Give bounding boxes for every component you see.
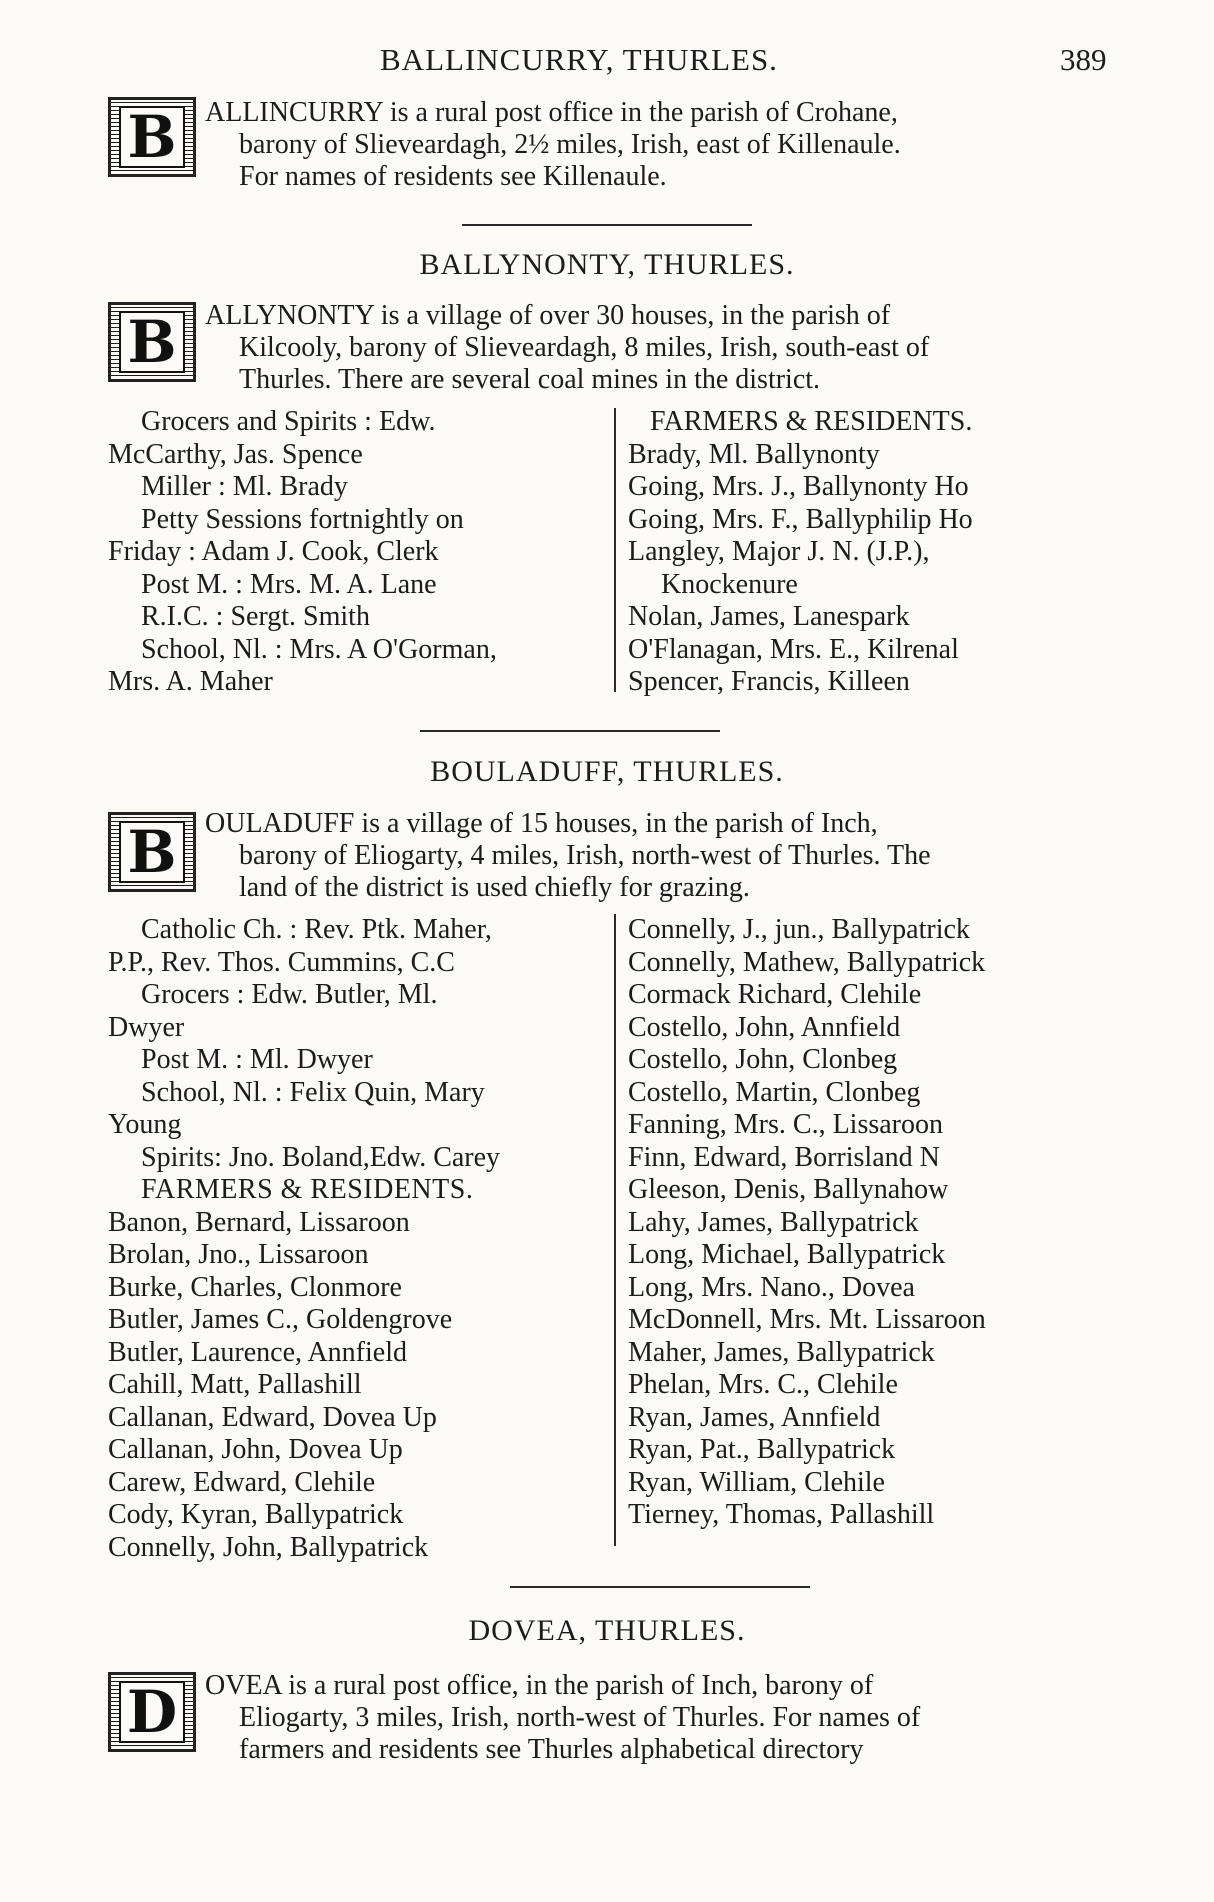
ballincurry-intro — [205, 97, 1125, 193]
list-item: Costello, Martin, Clonbeg — [628, 1076, 921, 1108]
list-item: School, Nl. : Felix Quin, Mary — [141, 1076, 485, 1108]
list-item: Miller : Ml. Brady — [141, 471, 348, 502]
ballynonty-intro — [205, 300, 1125, 396]
list-item: Petty Sessions fortnightly on — [141, 503, 464, 535]
section-title-dovea: DOVEA, THURLES. — [468, 1614, 746, 1647]
bouladuff-residents-column — [628, 914, 1128, 1532]
list-item: Finn, Edward, Borrisland N — [628, 1141, 940, 1173]
residents-heading: FARMERS & RESIDENTS. — [650, 406, 973, 437]
intro-line: Eliogarty, 3 miles, Irish, north-west of Thurles. For names of — [239, 1702, 921, 1733]
dovea-intro — [205, 1670, 1125, 1766]
list-item: Ryan, James, Annfield — [628, 1401, 881, 1433]
list-item: McDonnell, Mrs. Mt. Lissaroon — [628, 1304, 986, 1335]
intro-line: ALLINCURRY is a rural post office in the parish of Crohane, — [205, 97, 898, 128]
list-item: Butler, James C., Goldengrove — [108, 1304, 453, 1335]
list-item: Long, Michael, Ballypatrick — [628, 1239, 946, 1270]
list-item: Costello, John, Clonbeg — [628, 1044, 898, 1075]
drop-cap-initial — [108, 302, 196, 382]
list-item: Dwyer — [108, 1011, 185, 1043]
list-item: Friday : Adam J. Cook, Clerk — [108, 536, 439, 567]
intro-line: ALLYNONTY is a village of over 30 houses, in the parish of — [205, 300, 891, 331]
intro-line: OVEA is a rural post office, in the parish of Inch, barony of — [205, 1670, 874, 1701]
bouladuff-trades-column — [108, 914, 600, 1564]
bouladuff-intro — [205, 808, 1125, 904]
list-item: Connelly, John, Ballypatrick — [108, 1531, 429, 1563]
list-item: Ryan, Pat., Ballypatrick — [628, 1434, 896, 1465]
drop-cap-letter: B — [119, 821, 184, 883]
list-item: Grocers and Spirits : Edw. — [141, 406, 436, 437]
list-item: Post M. : Mrs. M. A. Lane — [141, 568, 437, 600]
section-divider — [510, 1586, 810, 1588]
page-number: 389 — [1060, 42, 1107, 77]
list-item: School, Nl. : Mrs. A O'Gorman, — [141, 633, 497, 665]
running-title: BALLINCURRY, THURLES. — [380, 42, 778, 77]
drop-cap-letter: B — [119, 106, 184, 168]
list-item: Spencer, Francis, Killeen — [628, 666, 910, 697]
intro-line: Kilcooly, barony of Slieveardagh, 8 miles, Irish, south-east of — [239, 332, 930, 363]
intro-line: For names of residents see Killenaule. — [239, 161, 667, 192]
list-item: P.P., Rev. Thos. Cummins, C.C — [108, 946, 455, 978]
list-item: Brolan, Jno., Lissaroon — [108, 1239, 369, 1270]
list-item: Banon, Bernard, Lissaroon — [108, 1206, 410, 1238]
ballynonty-residents-column — [628, 406, 1128, 699]
list-item: McCarthy, Jas. Spence — [108, 438, 363, 470]
list-item: Maher, James, Ballypatrick — [628, 1336, 935, 1368]
column-divider — [614, 408, 616, 692]
list-item: Cody, Kyran, Ballypatrick — [108, 1499, 404, 1530]
intro-line: land of the district is used chiefly for grazing. — [239, 872, 750, 903]
list-item: O'Flanagan, Mrs. E., Kilrenal — [628, 633, 959, 665]
list-item: Phelan, Mrs. C., Clehile — [628, 1369, 898, 1400]
list-item: Cahill, Matt, Pallashill — [108, 1369, 362, 1400]
section-divider — [462, 224, 752, 226]
column-divider — [614, 914, 616, 1546]
list-item: Burke, Charles, Clonmore — [108, 1271, 402, 1303]
ballynonty-trades-column — [108, 406, 600, 699]
list-item: Grocers : Edw. Butler, Ml. — [141, 979, 438, 1010]
list-item: Lahy, James, Ballypatrick — [628, 1206, 919, 1238]
list-item: Going, Mrs. J., Ballynonty Ho — [628, 471, 969, 502]
list-item: Connelly, Mathew, Ballypatrick — [628, 946, 986, 978]
section-title-ballynonty: BALLYNONTY, THURLES. — [419, 248, 795, 281]
list-item: Connelly, J., jun., Ballypatrick — [628, 914, 970, 945]
drop-cap-initial — [108, 812, 196, 892]
drop-cap-letter: B — [119, 311, 184, 373]
intro-line: farmers and residents see Thurles alphabetical directory — [239, 1734, 864, 1765]
list-item: Nolan, James, Lanespark — [628, 601, 910, 632]
intro-line: OULADUFF is a village of 15 houses, in the parish of Inch, — [205, 808, 878, 839]
intro-line: barony of Eliogarty, 4 miles, Irish, north-west of Thurles. The — [239, 840, 931, 871]
list-item: Costello, John, Annfield — [628, 1011, 901, 1043]
drop-cap-initial — [108, 1672, 196, 1752]
intro-line: Thurles. There are several coal mines in the district. — [239, 364, 821, 395]
list-item: Butler, Laurence, Annfield — [108, 1336, 407, 1368]
list-item: Langley, Major J. N. (J.P.), — [628, 536, 930, 567]
list-item: Ryan, William, Clehile — [628, 1466, 885, 1498]
residents-heading: FARMERS & RESIDENTS. — [141, 1174, 474, 1205]
list-item: Going, Mrs. F., Ballyphilip Ho — [628, 503, 973, 535]
list-item: Young — [108, 1109, 182, 1140]
drop-cap-initial — [108, 97, 196, 177]
list-item: Knockenure — [661, 568, 798, 600]
list-item: Tierney, Thomas, Pallashill — [628, 1499, 935, 1530]
intro-line: barony of Slieveardagh, 2½ miles, Irish, east of Killenaule. — [239, 129, 901, 160]
list-item: Catholic Ch. : Rev. Ptk. Maher, — [141, 914, 492, 945]
list-item: Post M. : Ml. Dwyer — [141, 1044, 373, 1075]
list-item: R.I.C. : Sergt. Smith — [141, 601, 370, 632]
list-item: Fanning, Mrs. C., Lissaroon — [628, 1109, 943, 1140]
list-item: Brady, Ml. Ballynonty — [628, 438, 880, 470]
list-item: Mrs. A. Maher — [108, 666, 273, 697]
list-item: Cormack Richard, Clehile — [628, 979, 922, 1010]
section-divider — [420, 730, 720, 732]
drop-cap-letter: D — [119, 1681, 185, 1743]
list-item: Callanan, Edward, Dovea Up — [108, 1401, 437, 1433]
list-item: Spirits: Jno. Boland,Edw. Carey — [141, 1141, 501, 1173]
list-item: Callanan, John, Dovea Up — [108, 1434, 403, 1465]
list-item: Carew, Edward, Clehile — [108, 1466, 376, 1498]
list-item: Long, Mrs. Nano., Dovea — [628, 1271, 915, 1303]
list-item: Gleeson, Denis, Ballynahow — [628, 1174, 949, 1205]
section-title-bouladuff: BOULADUFF, THURLES. — [430, 755, 784, 788]
